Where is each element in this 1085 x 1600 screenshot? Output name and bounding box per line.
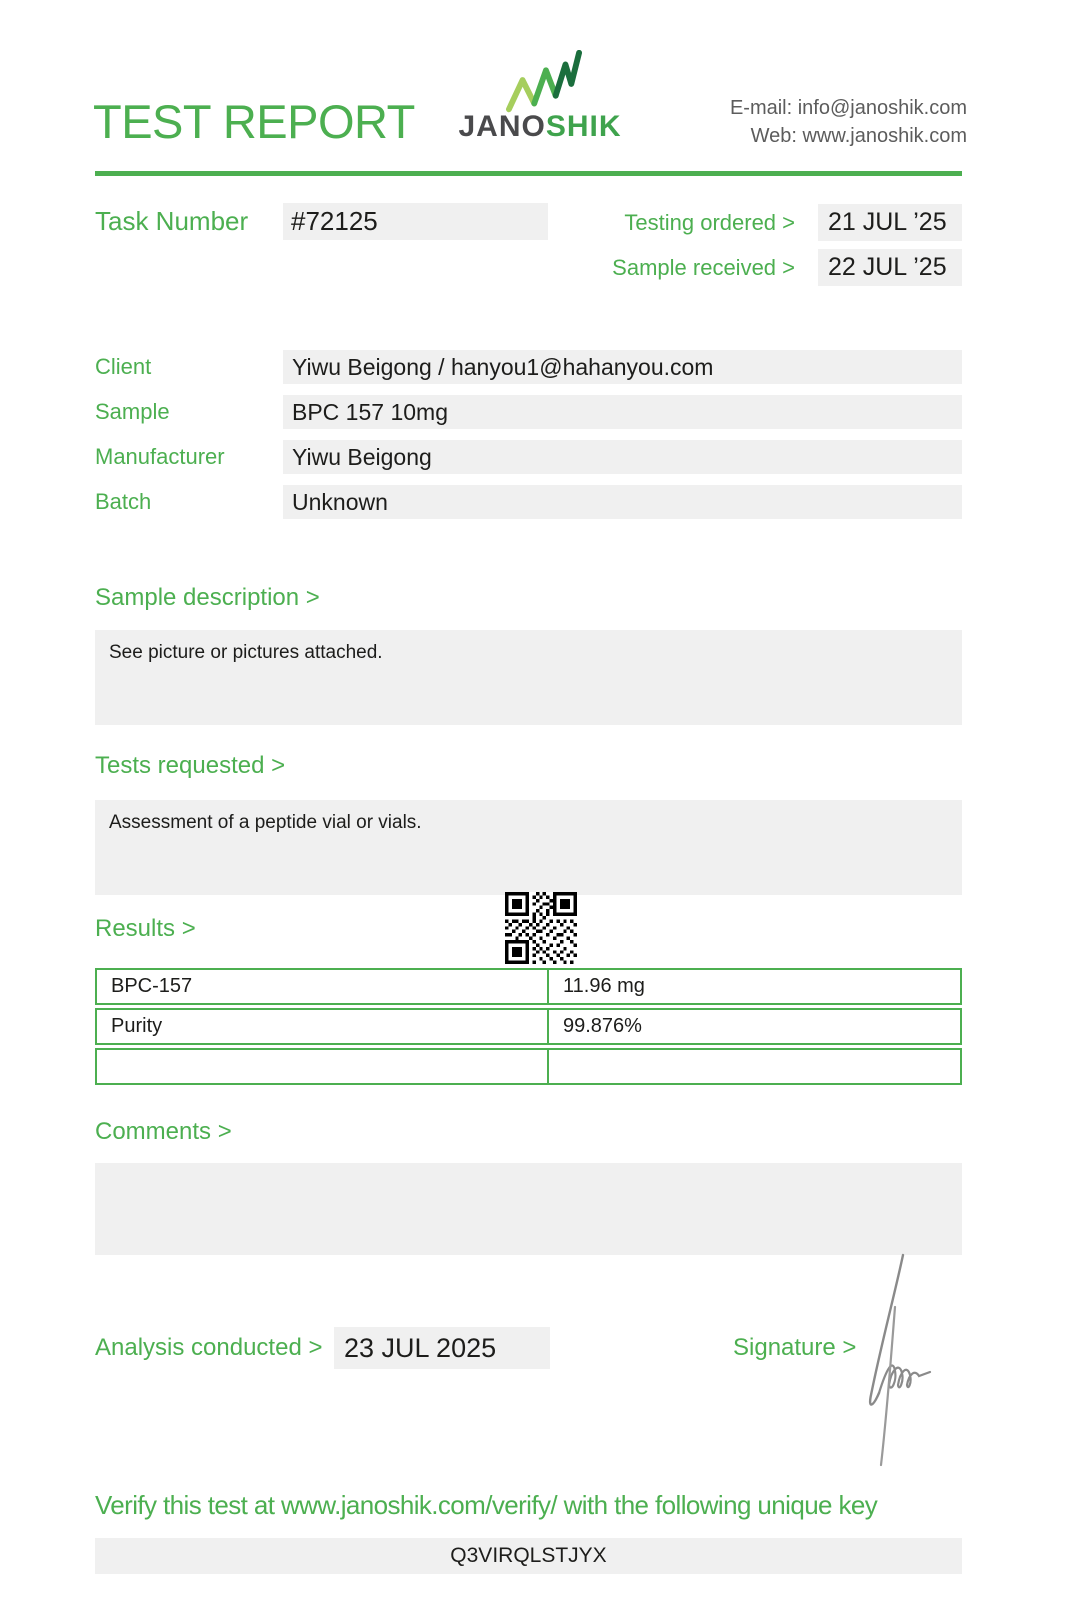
janoshik-logo	[455, 110, 625, 144]
sample-description-text: See picture or pictures attached.	[109, 642, 383, 663]
contact-info	[730, 94, 967, 150]
task-number-label: Task Number	[95, 206, 249, 236]
manufacturer-label: Manufacturer	[95, 444, 225, 469]
unique-key: Q3VIRQLSTJYX	[95, 1538, 962, 1574]
logo-text-primary: JANO	[458, 110, 546, 143]
client-label: Client	[95, 354, 152, 379]
result-value: 99.876%	[563, 1015, 642, 1037]
logo-text-secondary: SHIK	[545, 110, 622, 143]
comments-heading: Comments >	[95, 1118, 232, 1145]
results-heading: Results >	[95, 915, 196, 942]
sample-description-box	[95, 630, 962, 725]
results-table	[95, 968, 962, 1088]
signature-image	[845, 1245, 965, 1475]
analysis-conducted-value: 23 JUL 2025	[334, 1327, 550, 1369]
qr-code	[505, 892, 577, 969]
sample-received-value: 22 JUL ’25	[818, 249, 962, 286]
sample-description-heading: Sample description >	[95, 584, 320, 611]
testing-ordered-label: Testing ordered >	[624, 210, 795, 235]
contact-web: Web: www.janoshik.com	[750, 125, 967, 147]
result-name: Purity	[97, 1010, 549, 1043]
tests-requested-heading: Tests requested >	[95, 752, 286, 779]
verify-instructions: Verify this test at www.janoshik.com/verify/ with the following unique key	[95, 1490, 878, 1520]
result-name	[97, 1050, 549, 1083]
tests-requested-text: Assessment of a peptide vial or vials.	[109, 812, 422, 833]
result-value	[549, 1050, 960, 1083]
manufacturer-value: Yiwu Beigong	[283, 440, 962, 474]
growth-chart-icon	[505, 50, 583, 119]
tests-requested-box	[95, 800, 962, 895]
header-divider	[95, 171, 962, 176]
results-row	[95, 1008, 962, 1045]
sample-label: Sample	[95, 399, 170, 424]
results-row	[95, 1048, 962, 1085]
page-title: TEST REPORT	[93, 95, 415, 148]
client-value: Yiwu Beigong / hanyou1@hahanyou.com	[283, 350, 962, 384]
signature-label: Signature >	[733, 1334, 857, 1361]
contact-email: E-mail: info@janoshik.com	[729, 97, 967, 119]
comments-box	[95, 1163, 962, 1255]
sample-value: BPC 157 10mg	[283, 395, 962, 429]
result-name: BPC-157	[97, 970, 549, 1003]
sample-received-label: Sample received >	[612, 255, 795, 280]
results-row	[95, 968, 962, 1005]
task-number-value: #72125	[283, 203, 548, 240]
result-value: 11.96 mg	[563, 975, 645, 997]
analysis-conducted-label: Analysis conducted >	[95, 1334, 323, 1361]
batch-value: Unknown	[283, 485, 962, 519]
testing-ordered-value: 21 JUL ’25	[818, 204, 962, 241]
batch-label: Batch	[95, 489, 152, 514]
